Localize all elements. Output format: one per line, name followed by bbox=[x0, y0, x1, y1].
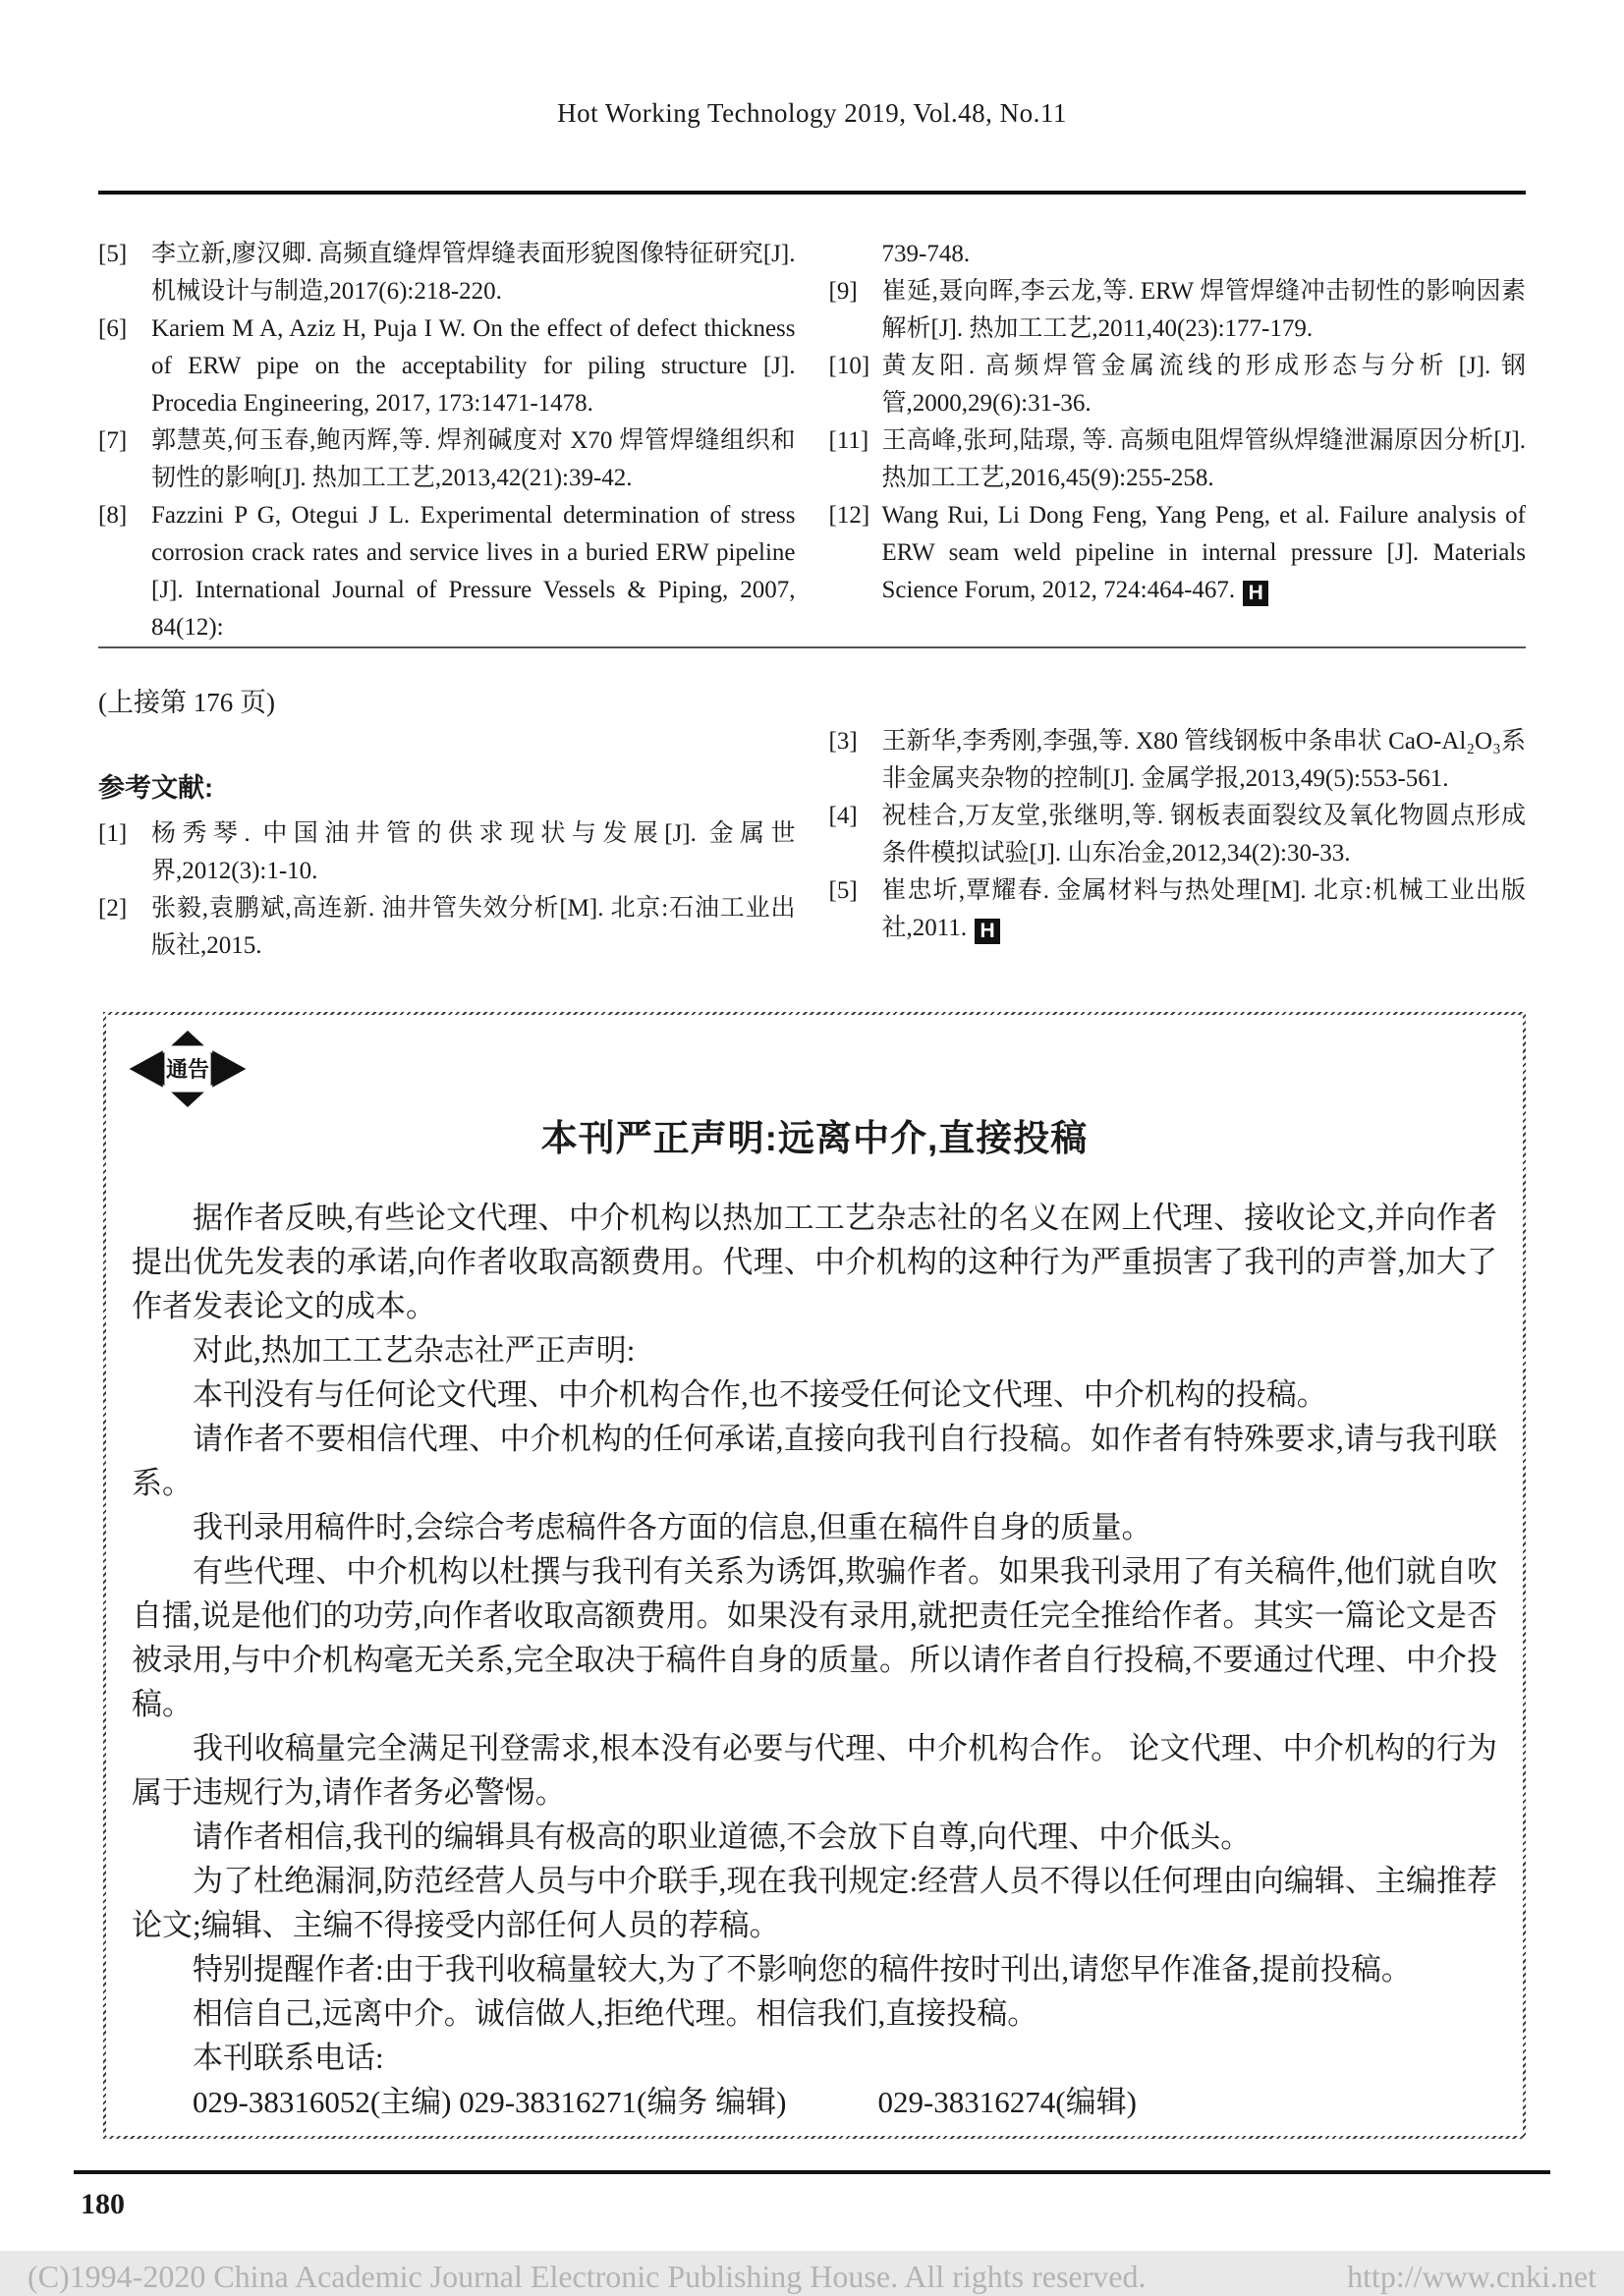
reference-number: [2] bbox=[98, 895, 128, 922]
references-top-left-column bbox=[98, 236, 796, 646]
references-heading: 参考文献: bbox=[98, 773, 213, 803]
reference-item bbox=[829, 798, 1527, 872]
reference-text: 张毅,袁鹏斌,高连新. 油井管失效分析[M]. 北京:石油工业出版社,2015. bbox=[151, 895, 796, 959]
reference-item bbox=[829, 348, 1527, 422]
reference-number: [3] bbox=[828, 728, 858, 755]
continued-right-column bbox=[829, 684, 1527, 965]
reference-number: [5] bbox=[828, 877, 858, 904]
notice-paragraph: 对此,热加工工艺杂志社严正声明: bbox=[193, 1333, 636, 1368]
reference-item bbox=[829, 273, 1527, 348]
continued-from-note: (上接第 176 页) bbox=[98, 688, 275, 717]
notice-paragraph: 029-38316052(主编) 029-38316271(编务 编辑) 029-38316274(编辑) bbox=[193, 2085, 1137, 2119]
section-separator-line bbox=[98, 646, 1526, 648]
notice-paragraph: 有些代理、中介机构以杜撰与我刊有关系为诱饵,欺骗作者。如果我刊录用了有关稿件,他们就自吹自擂,说是他们的功劳,向作者收取高额费用。如果没有录用,就把责任完全推给作者。其实一篇论文是否被录用,与中介机构毫无关系,完全取决于稿件自身的质量。所以请作者自行投稿,不要通过代理、中介投稿。 bbox=[132, 1554, 1497, 1721]
reference-item bbox=[98, 236, 796, 310]
notice-paragraph: 请作者相信,我刊的编辑具有极高的职业道德,不会放下自尊,向代理、中介低头。 bbox=[193, 1820, 1252, 1854]
reference-text: 王新华,李秀刚,李强,等. X80 管线钢板中条串状 CaO-Al₂O₃系非金属夹杂物的控制[J]. 金属学报,2013,49(5):553-561. bbox=[881, 728, 1526, 792]
reference-item bbox=[829, 723, 1527, 798]
references-top-section bbox=[98, 236, 1526, 646]
reference-number: [8] bbox=[98, 502, 128, 529]
reference-number: [4] bbox=[828, 803, 858, 829]
notice-paragraph: 本刊联系电话: bbox=[193, 2041, 384, 2075]
reference-text: 黄友阳. 高频焊管金属流线的形成形态与分析 [J]. 钢管,2000,29(6):31-36. bbox=[881, 353, 1526, 417]
notice-badge-icon bbox=[128, 1029, 248, 1109]
reference-text: 王高峰,张珂,陆璟, 等. 高频电阻焊管纵焊缝泄漏原因分析[J]. 热加工工艺,2016,45(9):255-258. bbox=[881, 427, 1526, 491]
notice-paragraph: 为了杜绝漏洞,防范经营人员与中介联手,现在我刊规定:经营人员不得以任何理由向编辑、主编推荐论文;编辑、主编不得接受内部任何人员的荐稿。 bbox=[132, 1864, 1497, 1942]
notice-paragraph: 特别提醒作者:由于我刊收稿量较大,为了不影响您的稿件按时刊出,请您早作准备,提前投稿。 bbox=[193, 1952, 1412, 1987]
journal-end-mark-icon: H bbox=[1243, 581, 1268, 606]
reference-number: [10] bbox=[828, 353, 870, 379]
reference-number: [5] bbox=[98, 241, 128, 267]
notice-box-frame bbox=[103, 1012, 1526, 2139]
footer-rule bbox=[74, 2170, 1550, 2174]
notice-body bbox=[132, 1196, 1497, 2124]
notice-box bbox=[106, 1015, 1523, 2136]
reference-number: [1] bbox=[98, 820, 128, 847]
reference-item bbox=[98, 422, 796, 497]
reference-number: [12] bbox=[828, 502, 870, 529]
reference-text: Kariem M A, Aziz H, Puja I W. On the effect of defect thickness of ERW pipe on the acceptability for piling structure [J]. Procedia Engineering, 2017, 173:1471-1478. bbox=[151, 315, 796, 417]
reference-item bbox=[829, 236, 1527, 273]
copyright-text: (C)1994-2020 China Academic Journal Electronic Publishing House. All rights reserved. bbox=[28, 2259, 1147, 2294]
reference-item bbox=[829, 422, 1527, 497]
reference-text: Fazzini P G, Otegui J L. Experimental determination of stress corrosion crack rates and service lives in a buried ERW pipeline [J]. International Journal of Pressure Vessels & Piping, 2007, 84(12): bbox=[151, 502, 796, 641]
reference-item bbox=[98, 497, 796, 646]
notice-title: 本刊严正声明:远离中介,直接投稿 bbox=[540, 1118, 1089, 1158]
reference-text: 郭慧英,何玉春,鲍丙辉,等. 焊剂碱度对 X70 焊管焊缝组织和韧性的影响[J]. 热加工工艺,2013,42(21):39-42. bbox=[151, 427, 796, 491]
notice-paragraph: 相信自己,远离中介。诚信做人,拒绝代理。相信我们,直接投稿。 bbox=[193, 1996, 1038, 2031]
notice-paragraph: 本刊没有与任何论文代理、中介机构合作,也不接受任何论文代理、中介机构的投稿。 bbox=[193, 1377, 1327, 1412]
notice-paragraph: 请作者不要相信代理、中介机构的任何承诺,直接向我刊自行投稿。如作者有特殊要求,请与我刊联系。 bbox=[132, 1422, 1497, 1500]
reference-item bbox=[98, 310, 796, 422]
journal-header: Hot Working Technology 2019, Vol.48, No.11 bbox=[557, 98, 1067, 128]
continued-left-column bbox=[98, 684, 796, 965]
reference-text: 739-748. bbox=[881, 241, 971, 267]
reference-number: [11] bbox=[828, 427, 869, 454]
reference-text: 祝桂合,万友堂,张继明,等. 钢板表面裂纹及氧化物圆点形成条件模拟试验[J]. 山东冶金,2012,34(2):30-33. bbox=[881, 803, 1526, 867]
reference-text: 崔延,聂向晖,李云龙,等. ERW 焊管焊缝冲击韧性的影响因素解析[J]. 热加工工艺,2011,40(23):177-179. bbox=[881, 278, 1526, 342]
notice-badge-label: 通告 bbox=[166, 1057, 209, 1083]
reference-number: [6] bbox=[98, 315, 128, 342]
page-footer bbox=[0, 2257, 1624, 2296]
reference-text: 杨秀琴. 中国油井管的供求现状与发展[J]. 金属世界,2012(3):1-10. bbox=[151, 820, 796, 884]
notice-paragraph: 我刊录用稿件时,会综合考虑稿件各方面的信息,但重在稿件自身的质量。 bbox=[193, 1510, 1152, 1544]
references-bottom-left-column bbox=[98, 815, 796, 965]
header-rule bbox=[98, 191, 1526, 195]
reference-item bbox=[98, 890, 796, 965]
references-bottom-right-column bbox=[829, 723, 1527, 947]
reference-text: 崔忠圻,覃耀春. 金属材料与热处理[M]. 北京:机械工业出版社,2011. H bbox=[881, 877, 1526, 942]
page-number: 180 bbox=[81, 2188, 125, 2220]
references-top-right-column bbox=[829, 236, 1527, 646]
notice-paragraph: 据作者反映,有些论文代理、中介机构以热加工工艺杂志社的名义在网上代理、接收论文,并向作者提出优先发表的承诺,向作者收取高额费用。代理、中介机构的这种行为严重损害了我刊的声誉,加大了作者发表论文的成本。 bbox=[132, 1201, 1497, 1323]
reference-text: Wang Rui, Li Dong Feng, Yang Peng, et al. Failure analysis of ERW seam weld pipeline in internal pressure [J]. Materials Science Forum, 2012, 724:464-467. H bbox=[881, 502, 1526, 604]
reference-item bbox=[98, 815, 796, 890]
reference-item bbox=[829, 497, 1527, 609]
journal-end-mark-icon: H bbox=[975, 919, 1000, 944]
cnki-url: http://www.cnki.net bbox=[1347, 2259, 1596, 2294]
notice-paragraph: 我刊收稿量完全满足刊登需求,根本没有必要与代理、中介机构合作。 论文代理、中介机构的行为属于违规行为,请作者务必警惕。 bbox=[132, 1731, 1497, 1810]
reference-number: [7] bbox=[98, 427, 128, 454]
reference-text: 李立新,廖汉卿. 高频直缝焊管焊缝表面形貌图像特征研究[J]. 机械设计与制造,2017(6):218-220. bbox=[151, 241, 796, 305]
reference-number: [9] bbox=[828, 278, 858, 305]
continued-article-section bbox=[98, 684, 1526, 965]
reference-item bbox=[829, 872, 1527, 947]
